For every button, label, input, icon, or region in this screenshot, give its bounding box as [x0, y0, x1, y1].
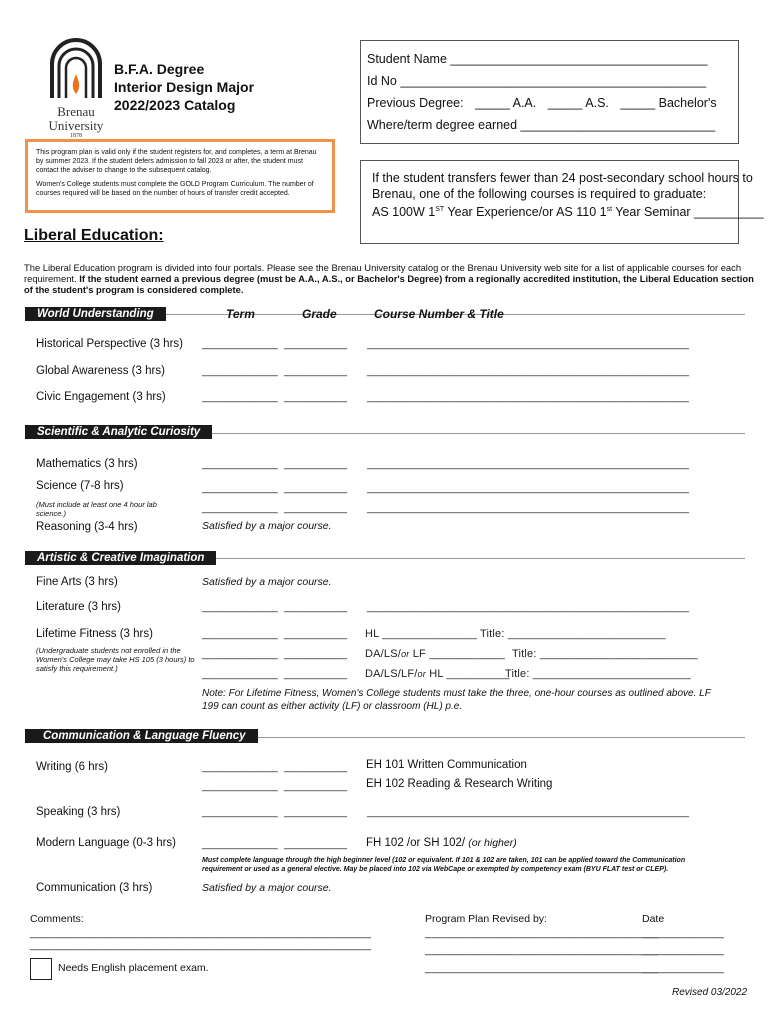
section-artistic-imagination: Artistic & Creative Imagination: [25, 551, 216, 565]
comment-line[interactable]: ______________________________________________________: [30, 939, 372, 951]
brenau-logo: [44, 38, 108, 139]
hl-blank[interactable]: HL _______________: [365, 628, 478, 640]
logo-wordmark: [44, 105, 108, 140]
transfer-line-2: Brenau, one of the following courses is required to graduate:: [372, 187, 707, 201]
term-blank[interactable]: ____________: [202, 482, 278, 494]
course-blank[interactable]: ___________________________________________________: [367, 338, 690, 350]
title-blank[interactable]: Title: _________________________: [480, 628, 666, 640]
liberal-education-intro: [24, 262, 754, 295]
row-mathematics: Mathematics (3 hrs): [36, 458, 138, 470]
grade-blank[interactable]: __________: [284, 458, 348, 470]
signature-line[interactable]: _____________________________________: [425, 944, 659, 956]
term-blank[interactable]: ____________: [202, 601, 278, 613]
as110-text: Year Experience/or AS 110 1: [444, 205, 607, 220]
or-higher-text: (or higher): [468, 837, 517, 849]
column-term: Term: [226, 307, 255, 321]
grade-blank[interactable]: __________: [284, 502, 348, 514]
degree-bachelors-blank[interactable]: _____ Bachelor's: [620, 96, 717, 110]
course-blank[interactable]: ___________________________________________________: [367, 502, 690, 514]
term-blank[interactable]: ____________: [202, 391, 278, 403]
row-speaking: Speaking (3 hrs): [36, 806, 121, 818]
logo-year: 1878: [70, 133, 82, 139]
as100-sup: ST: [435, 206, 445, 213]
intro-bold: If the student earned a previous degree (must be A.A., A.S., or Bachelor's Degree) from a regionally accredited institution, the Liberal Education section of the student's program is considered complete.: [24, 273, 754, 295]
fh-sh-course: [366, 837, 517, 849]
date-label: Date: [642, 913, 665, 925]
english-placement-checkbox[interactable]: [30, 958, 52, 980]
term-blank[interactable]: ____________: [202, 780, 278, 792]
grade-blank[interactable]: __________: [284, 601, 348, 613]
course-blank[interactable]: ___________________________________________________: [367, 458, 690, 470]
eh102-course: EH 102 Reading & Research Writing: [366, 778, 553, 790]
grade-blank[interactable]: __________: [284, 482, 348, 494]
language-note: Must complete language through the high beginner level (102 or equivalent. If 101 & 102 are taken, 101 can be applied toward the Communication requirement or used as a general elective. May be placed into 102 via WebCape or exempted by competency exam (BYU FLAT test or CLEP).: [202, 857, 686, 873]
title-line-degree: B.F.A. Degree: [114, 61, 205, 77]
previous-degree-label: Previous Degree:: [367, 96, 464, 110]
row-reasoning: Reasoning (3-4 hrs): [36, 521, 138, 533]
lifetime-fitness-note: Note: For Lifetime Fitness, Women's College students must take the three, one-hour courses as outlined above. LF 199 can count as either activity (LF) or classroom (HL) p.e.: [202, 688, 711, 712]
arch-logo-icon: [44, 38, 108, 100]
date-line[interactable]: _____________: [642, 944, 725, 956]
row-communication: Communication (3 hrs): [36, 882, 153, 894]
grade-blank[interactable]: __________: [284, 338, 348, 350]
row-lifetime-fitness: Lifetime Fitness (3 hrs): [36, 628, 153, 640]
grade-blank[interactable]: __________: [284, 838, 348, 850]
grade-blank[interactable]: __________: [284, 391, 348, 403]
row-global-awareness: Global Awareness (3 hrs): [36, 365, 165, 377]
term-blank[interactable]: ____________: [202, 338, 278, 350]
row-historical-perspective: Historical Perspective (3 hrs): [36, 338, 183, 350]
course-blank[interactable]: ___________________________________________________: [367, 365, 690, 377]
title-blank[interactable]: Title: _________________________: [512, 648, 698, 660]
section-world-understanding: World Understanding: [25, 307, 166, 321]
grade-blank[interactable]: __________: [284, 761, 348, 773]
student-name-field[interactable]: Student Name _____________________________________: [367, 52, 708, 66]
revision-date: Revised 03/2022: [672, 987, 748, 998]
science-note: (Must include at least one 4 hour lab science.): [36, 500, 157, 518]
gold-program-note: Women's College students must complete the GOLD Program Curriculum. The number of courses required will be based on the number of hours of transfer credit accepted.: [36, 181, 314, 197]
or-text: or: [417, 669, 426, 679]
date-line[interactable]: _____________: [642, 962, 725, 974]
row-literature: Literature (3 hrs): [36, 601, 122, 613]
previous-degree-field: [367, 96, 717, 110]
seminar-text: Year Seminar __________: [612, 205, 764, 220]
title-line-catalog: 2022/2023 Catalog: [114, 97, 236, 113]
degree-aa-blank[interactable]: _____ A.A.: [475, 96, 537, 110]
page-title: [114, 60, 254, 114]
course-blank[interactable]: ___________________________________________________: [367, 806, 690, 818]
course-blank[interactable]: ___________________________________________________: [367, 391, 690, 403]
column-course: Course Number & Title: [374, 307, 504, 321]
transfer-text: [372, 170, 764, 220]
term-blank[interactable]: ____________: [202, 806, 278, 818]
row-writing: Writing (6 hrs): [36, 761, 108, 773]
dalslf-text: DA/LS/LF/: [365, 668, 418, 680]
revised-by-label: Program Plan Revised by:: [425, 913, 547, 925]
catalog-validity-note: [25, 139, 335, 213]
term-blank[interactable]: ____________: [202, 502, 278, 514]
as110-sup: st: [606, 206, 613, 213]
signature-line[interactable]: _____________________________________: [425, 962, 659, 974]
satisfied-by-major: Satisfied by a major course.: [202, 576, 332, 588]
dals-lf-blank[interactable]: [365, 648, 505, 660]
lf-text: LF ____________: [409, 648, 506, 660]
term-blank[interactable]: ____________: [202, 668, 278, 680]
or-text: or: [401, 649, 410, 659]
validity-note-text: This program plan is valid only if the student registers for, and completes, a term at Brenau by summer 2023. If the student defers admission to fall 2023 or after, the student must contact the adviser to change to the subsequent catalog.: [36, 149, 317, 174]
transfer-line-1: If the student transfers fewer than 24 post-secondary school hours to: [372, 171, 753, 185]
logo-word-university: University: [48, 118, 104, 133]
grade-blank[interactable]: __________: [284, 668, 348, 680]
liberal-education-heading: Liberal Education:: [24, 227, 164, 244]
term-blank[interactable]: ____________: [202, 838, 278, 850]
fitness-note: (Undergraduate students not enrolled in the Women's College may take HS 105 (3 hours) to satisfy this requirement.): [36, 646, 195, 673]
term-blank[interactable]: ____________: [202, 628, 278, 640]
transfer-line-3[interactable]: [372, 202, 764, 220]
comments-label: Comments:: [30, 913, 84, 925]
title-line-major: Interior Design Major: [114, 79, 255, 95]
term-blank[interactable]: ____________: [202, 365, 278, 377]
grade-blank[interactable]: __________: [284, 806, 348, 818]
row-science: Science (7-8 hrs): [36, 480, 124, 492]
grade-blank[interactable]: __________: [284, 365, 348, 377]
dalslf-hl-blank[interactable]: [365, 668, 510, 680]
intro-plain: The Liberal Education program is divided into four portals. Please see the Brenau University catalog or the Brenau University web site for a list of applicable courses for each requirement.: [24, 262, 742, 284]
course-blank[interactable]: ___________________________________________________: [367, 601, 690, 613]
row-fine-arts: Fine Arts (3 hrs): [36, 576, 118, 588]
id-field[interactable]: Id No ____________________________________________: [367, 74, 707, 88]
row-modern-language: Modern Language (0-3 hrs): [36, 837, 176, 849]
where-term-field[interactable]: Where/term degree earned ____________________________: [367, 118, 716, 132]
logo-word-brenau: Brenau: [57, 104, 95, 119]
grade-blank[interactable]: __________: [284, 628, 348, 640]
term-blank[interactable]: ____________: [202, 648, 278, 660]
satisfied-by-major: Satisfied by a major course.: [202, 520, 332, 532]
fh-text: FH 102 /or SH 102/: [366, 837, 469, 849]
dals-text: DA/LS/: [365, 648, 402, 660]
grade-blank[interactable]: __________: [284, 648, 348, 660]
section-communication-fluency: Communication & Language Fluency: [25, 729, 258, 743]
date-line[interactable]: _____________: [642, 927, 725, 939]
signature-line[interactable]: _____________________________________: [425, 927, 659, 939]
as100-text: AS 100W 1: [372, 205, 436, 220]
eh101-course: EH 101 Written Communication: [366, 759, 527, 771]
grade-blank[interactable]: __________: [284, 780, 348, 792]
term-blank[interactable]: ____________: [202, 458, 278, 470]
term-blank[interactable]: ____________: [202, 761, 278, 773]
comment-line[interactable]: ______________________________________________________: [30, 927, 372, 939]
hl-text: HL __________: [425, 668, 510, 680]
title-blank[interactable]: Title: _________________________: [505, 668, 691, 680]
course-blank[interactable]: ___________________________________________________: [367, 482, 690, 494]
section-scientific-curiosity: Scientific & Analytic Curiosity: [25, 425, 212, 439]
column-grade: Grade: [302, 307, 337, 321]
degree-as-blank[interactable]: _____ A.S.: [547, 96, 609, 110]
satisfied-by-major: Satisfied by a major course.: [202, 882, 332, 894]
row-civic-engagement: Civic Engagement (3 hrs): [36, 391, 166, 403]
english-placement-label: Needs English placement exam.: [58, 962, 209, 974]
